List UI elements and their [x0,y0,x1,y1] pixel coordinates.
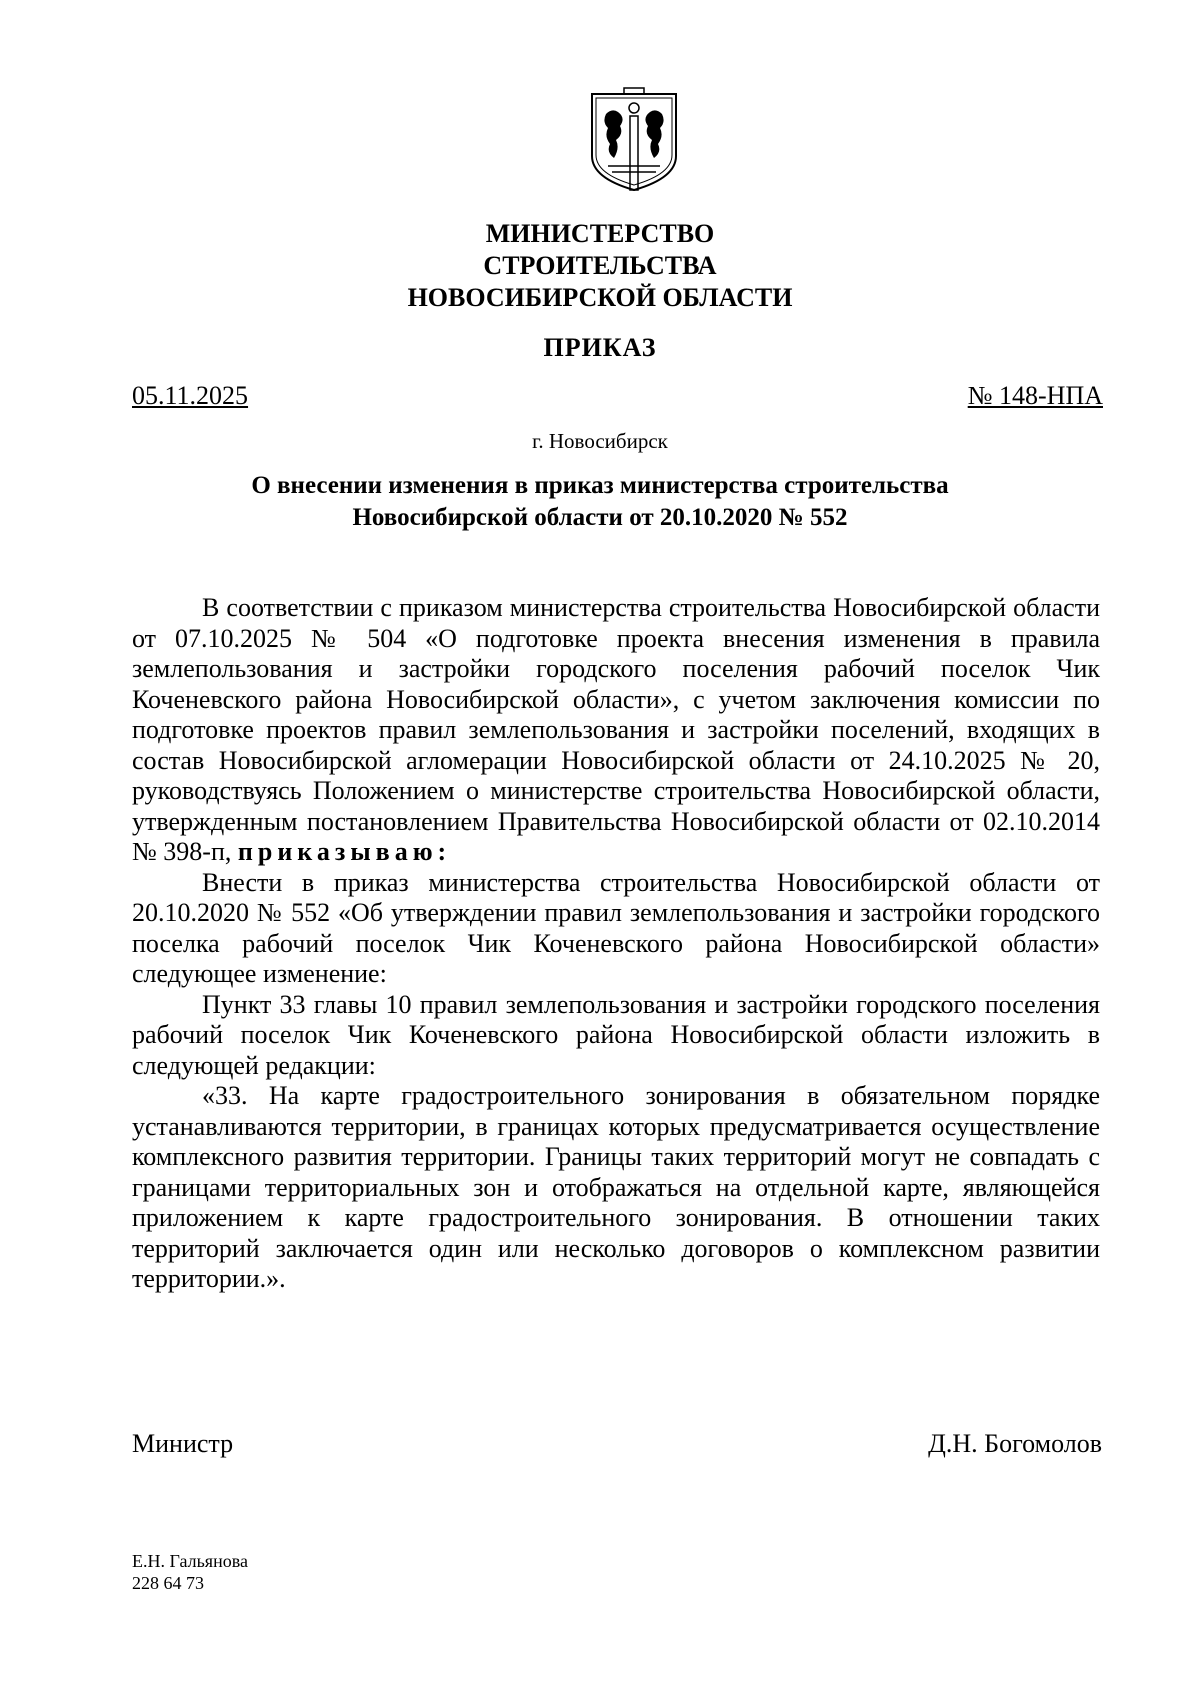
executor-info [132,1550,248,1594]
document-city: г. Новосибирск [532,429,668,453]
body-paragraph-1 [132,593,1100,868]
document-heading [0,470,1200,534]
body-paragraph-2: Внести в приказ министерства строительства Новосибирской области от 20.10.2020 № 552 «Об утверждении правил землепользования и застройки городского поселка рабочий поселок Чик Коченевского района Новосибирской области» следующее изменение: [132,867,1100,988]
document-type: ПРИКАЗ [543,333,657,362]
body-paragraph-4: «33. На карте градостроительного зонирования в обязательном порядке устанавливаются территории, в границах которых предусматривается осуществление комплексного развития территории. Границы таких территорий могут не совпадать с границами территориальных зон и отображаться на отдельной карте, являющейся приложением к карте градостроительного зонирования. В отношении таких территорий заключается один или несколько договоров о комплексном развитии территории.». [132,1081,1100,1293]
ministry-name [0,218,1200,314]
paragraph-1-text: В соответствии с приказом министерства строительства Новосибирской области от 07.10.2025 № 504 «О подготовке проекта внесения изменения в правила землепользования и застройки городского поселения рабочий поселок Чик Коченевского района Новосибирской области», с учетом заключения комиссии по подготовке проектов правил землепользования и застройки поселений, входящих в состав Новосибирской агломерации Новосибирской области от 24.10.2025 № 20, руководствуясь Положением о министерстве строительства Новосибирской области, утвержденным постановлением Правительства Новосибирской области от 02.10.2014 № 398-п, [132,593,1100,866]
document-number: № 148-НПА [967,381,1103,410]
ministry-line-3: НОВОСИБИРСКОЙ ОБЛАСТИ [407,283,793,312]
ministry-line-2: СТРОИТЕЛЬСТВА [483,251,717,280]
heading-line-1: О внесении изменения в приказ министерства строительства [251,472,949,499]
executor-phone: 228 64 73 [132,1573,204,1593]
document-date: 05.11.2025 [132,381,249,410]
ministry-line-1: МИНИСТЕРСТВО [485,219,715,248]
document-body [132,593,1100,1295]
decree-word: приказываю: [237,837,452,866]
heading-line-2: Новосибирской области от 20.10.2020 № 552 [352,504,848,531]
body-paragraph-3: Пункт 33 главы 10 правил землепользования и застройки городского поселения рабочий поселок Чик Коченевского района Новосибирской области изложить в следующей редакции: [132,989,1100,1080]
executor-name: Е.Н. Гальянова [132,1551,248,1571]
coat-of-arms-icon [586,86,682,194]
signer-name: Д.Н. Богомолов [928,1429,1102,1458]
signer-position: Министр [132,1429,234,1458]
